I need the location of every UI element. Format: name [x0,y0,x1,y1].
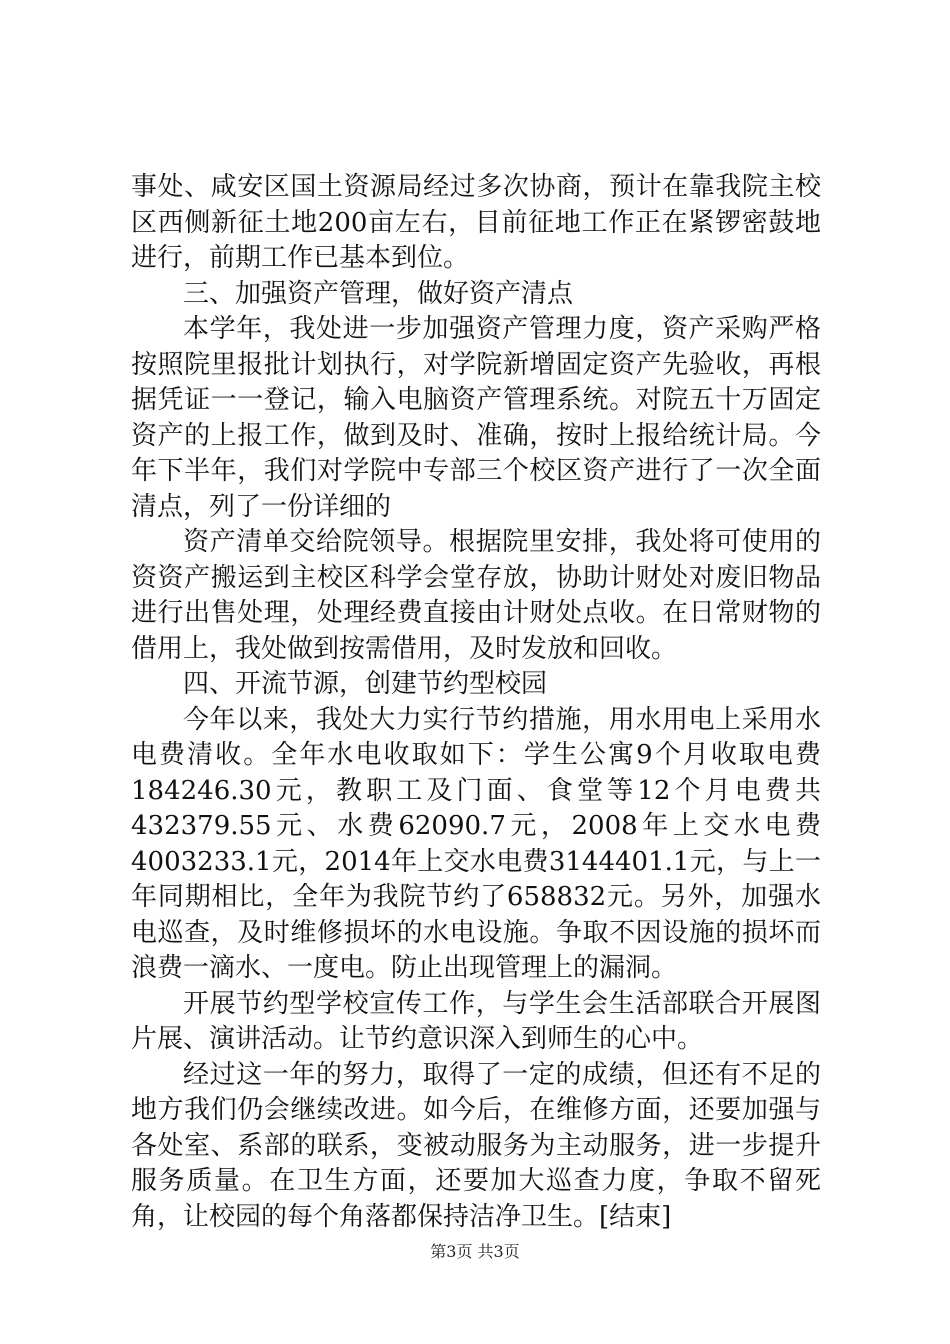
paragraph-land-acquisition: 事处、咸安区国土资源局经过多次协商，预计在靠我院主校区西侧新征土地200亩左右，目前征地工作正在紧锣密鼓地进行，前期工作已基本到位。 [131,172,821,273]
paragraph-publicity: 开展节约型学校宣传工作，与学生会生活部联合开展图片展、演讲活动。让节约意识深入到师生的心中。 [131,988,821,1054]
paragraph-utility-fees: 今年以来，我处大力实行节约措施，用水用电上采用水电费清收。全年水电收取如下：学生公寓9个月收取电费184246.30元，教职工及门面、食堂等12个月电费共432379.55元、水费62090.7元，2008年上交水电费4003233.1元，2014年上交水电费3144401.1元，与上一年同期相比，全年为我院节约了658832元。另外，加强水电巡查，及时维修损坏的水电设施。争取不因设施的损坏而浪费一滴水、一度电。防止出现管理上的漏洞。 [131,704,821,983]
document-body [131,170,821,1235]
paragraph-asset-management: 本学年，我处进一步加强资产管理力度，资产采购严格按照院里报批计划执行，对学院新增固定资产先验收，再根据凭证一一登记，输入电脑资产管理系统。对院五十万固定资产的上报工作，做到及时、准确，按时上报给统计局。今年下半年，我们对学院中专部三个校区资产进行了一次全面清点，列了一份详细的 [131,314,821,522]
paragraph-conclusion: 经过这一年的努力，取得了一定的成绩，但还有不足的地方我们仍会继续改进。如今后，在维修方面，还要加强与各处室、系部的联系，变被动服务为主动服务，进一步提升服务质量。在卫生方面，还要加大巡查力度，争取不留死角，让校园的每个角落都保持洁净卫生。[结束] [131,1059,821,1232]
section-heading-energy-saving: 四、开流节源，创建节约型校园 [183,669,548,699]
paragraph-asset-list: 资产清单交给院领导。根据院里安排，我处将可使用的资资产搬运到主校区科学会堂存放，协助计财处对废旧物品进行出售处理，处理经费直接由计财处点收。在日常财物的借用上，我处做到按需借用，及时发放和回收。 [131,527,821,664]
page-number-footer: 第3页 共3页 [430,1242,520,1261]
section-heading-asset-management: 三、加强资产管理，做好资产清点 [183,278,574,309]
